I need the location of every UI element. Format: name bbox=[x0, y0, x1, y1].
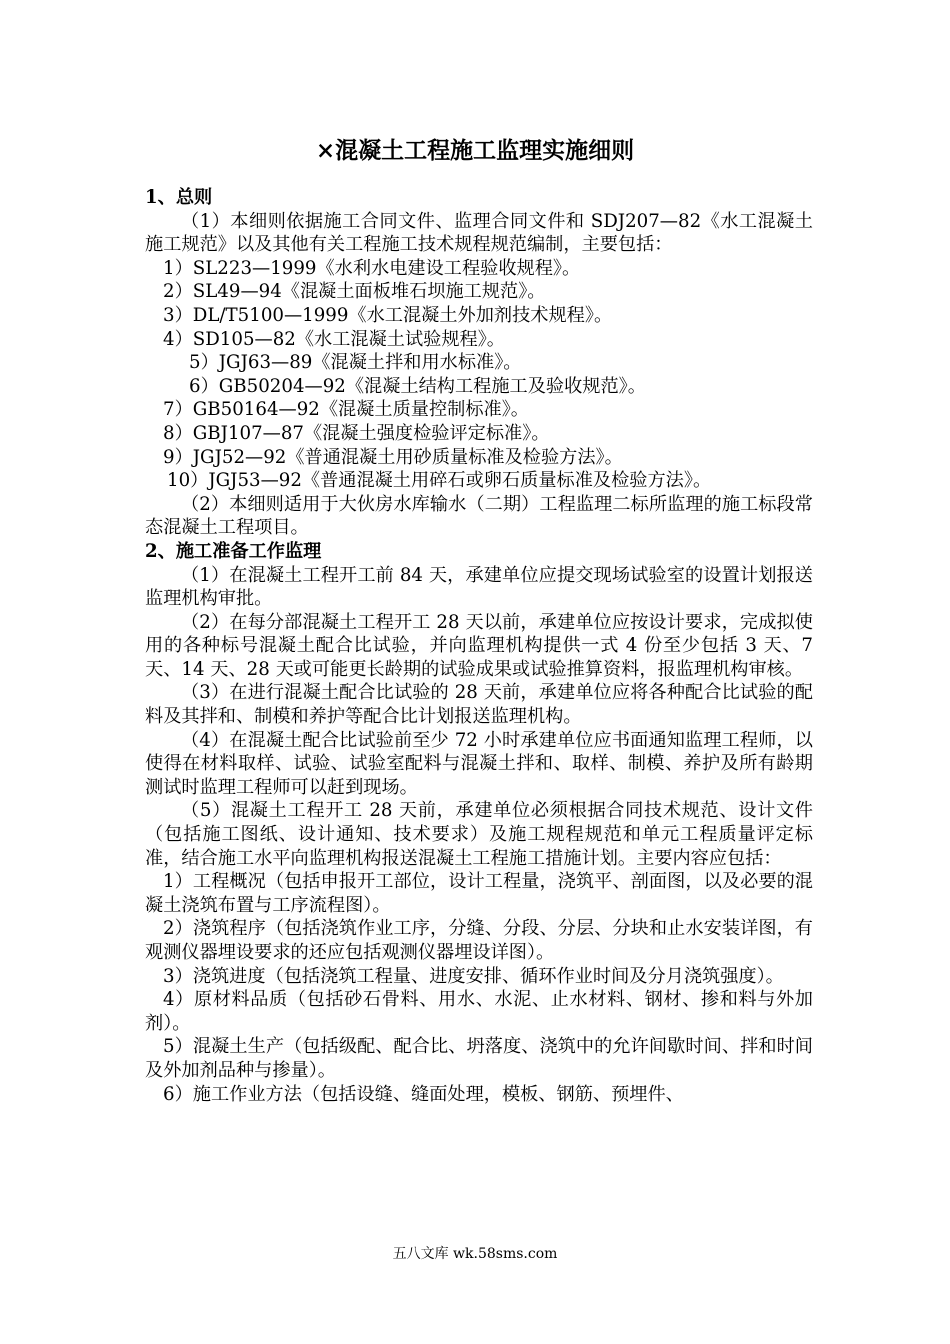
list-item: 1）SL223—1999《水利水电建设工程验收规程》。 bbox=[163, 257, 581, 279]
list-item: 2）浇筑程序（包括浇筑作业工序，分缝、分段、分层、分块和止水安装详图，有观测仪器埋设要求的还应包括观测仪器埋设详图）。 bbox=[145, 918, 813, 963]
paragraph: （1）本细则依据施工合同文件、监理合同文件和 SDJ207—82《水工混凝土施工规范》以及其他有关工程施工技术规程规范编制，主要包括： bbox=[145, 210, 813, 256]
list-item: 1）工程概况（包括申报开工部位，设计工程量，浇筑平、剖面图，以及必要的混凝土浇筑布置与工序流程图）。 bbox=[145, 871, 813, 916]
list-item: 4）SD105—82《水工混凝土试验规程》。 bbox=[163, 328, 505, 350]
document-title: ×混凝土工程施工监理实施细则 bbox=[315, 137, 635, 164]
paragraph: （2）在每分部混凝土工程开工 28 天以前，承建单位应按设计要求，完成拟使用的各种标号混凝土配合比试验，并向监理机构提供一式 4 份至少包括 3 天、7 天、14 天、28 天或可能更长龄期的试验成果或试验推算资料，报监理机构审核。 bbox=[145, 611, 813, 680]
paragraph: （5）混凝土工程开工 28 天前，承建单位必须根据合同技术规范、设计文件（包括施工图纸、设计通知、技术要求）及施工规程规范和单元工程质量评定标准，结合施工水平向监理机构报送混凝土工程施工措施计划。主要内容应包括： bbox=[145, 800, 813, 869]
section-heading-preparation: 2、施工准备工作监理 bbox=[145, 540, 322, 562]
paragraph: （2）本细则适用于大伙房水库输水（二期）工程监理二标所监理的施工标段常态混凝土工程项目。 bbox=[145, 493, 813, 539]
list-item: 6）GB50204—92《混凝土结构工程施工及验收规范》。 bbox=[189, 375, 646, 397]
list-item: 5）混凝土生产（包括级配、配合比、坍落度、浇筑中的允许间歇时间、拌和时间及外加剂品种与掺量）。 bbox=[145, 1036, 813, 1081]
paragraph: （1）在混凝土工程开工前 84 天，承建单位应提交现场试验室的设置计划报送监理机构审批。 bbox=[145, 564, 813, 610]
list-item: 7）GB50164—92《混凝土质量控制标准》。 bbox=[163, 399, 529, 421]
list-item: 10）JGJ53—92《普通混凝土用碎石或卵石质量标准及检验方法》。 bbox=[167, 470, 712, 492]
list-item: 6）施工作业方法（包括设缝、缝面处理，模板、钢筋、预埋件、 bbox=[163, 1083, 684, 1105]
list-item: 9）JGJ52—92《普通混凝土用砂质量标准及检验方法》。 bbox=[163, 446, 623, 468]
list-item: 4）原材料品质（包括砂石骨料、用水、水泥、止水材料、钢材、掺和料与外加剂）。 bbox=[145, 989, 813, 1034]
list-item: 3）浇筑进度（包括浇筑工程量、进度安排、循环作业时间及分月浇筑强度）。 bbox=[163, 965, 784, 987]
paragraph: （3）在进行混凝土配合比试验的 28 天前，承建单位应将各种配合比试验的配料及其拌和、制模和养护等配合比计划报送监理机构。 bbox=[145, 682, 813, 728]
list-item: 8）GBJ107—87《混凝土强度检验评定标准》。 bbox=[163, 422, 550, 444]
section-heading-general: 1、总则 bbox=[145, 187, 213, 208]
list-item: 3）DL/T5100—1999《水工混凝土外加剂技术规程》。 bbox=[163, 304, 613, 326]
list-item: 5）JGJ63—89《混凝土拌和用水标准》。 bbox=[189, 352, 522, 374]
page-footer-watermark: 五八文库 wk.58sms.com bbox=[392, 1246, 558, 1262]
list-item: 2）SL49—94《混凝土面板堆石坝施工规范》。 bbox=[163, 281, 546, 303]
paragraph: （4）在混凝土配合比试验前至少 72 小时承建单位应书面通知监理工程师，以使得在材料取样、试验、试验室配料与混凝土拌和、取样、制模、养护及所有龄期测试时监理工程师可以赶到现场。 bbox=[145, 729, 813, 798]
document-body bbox=[145, 186, 813, 1106]
